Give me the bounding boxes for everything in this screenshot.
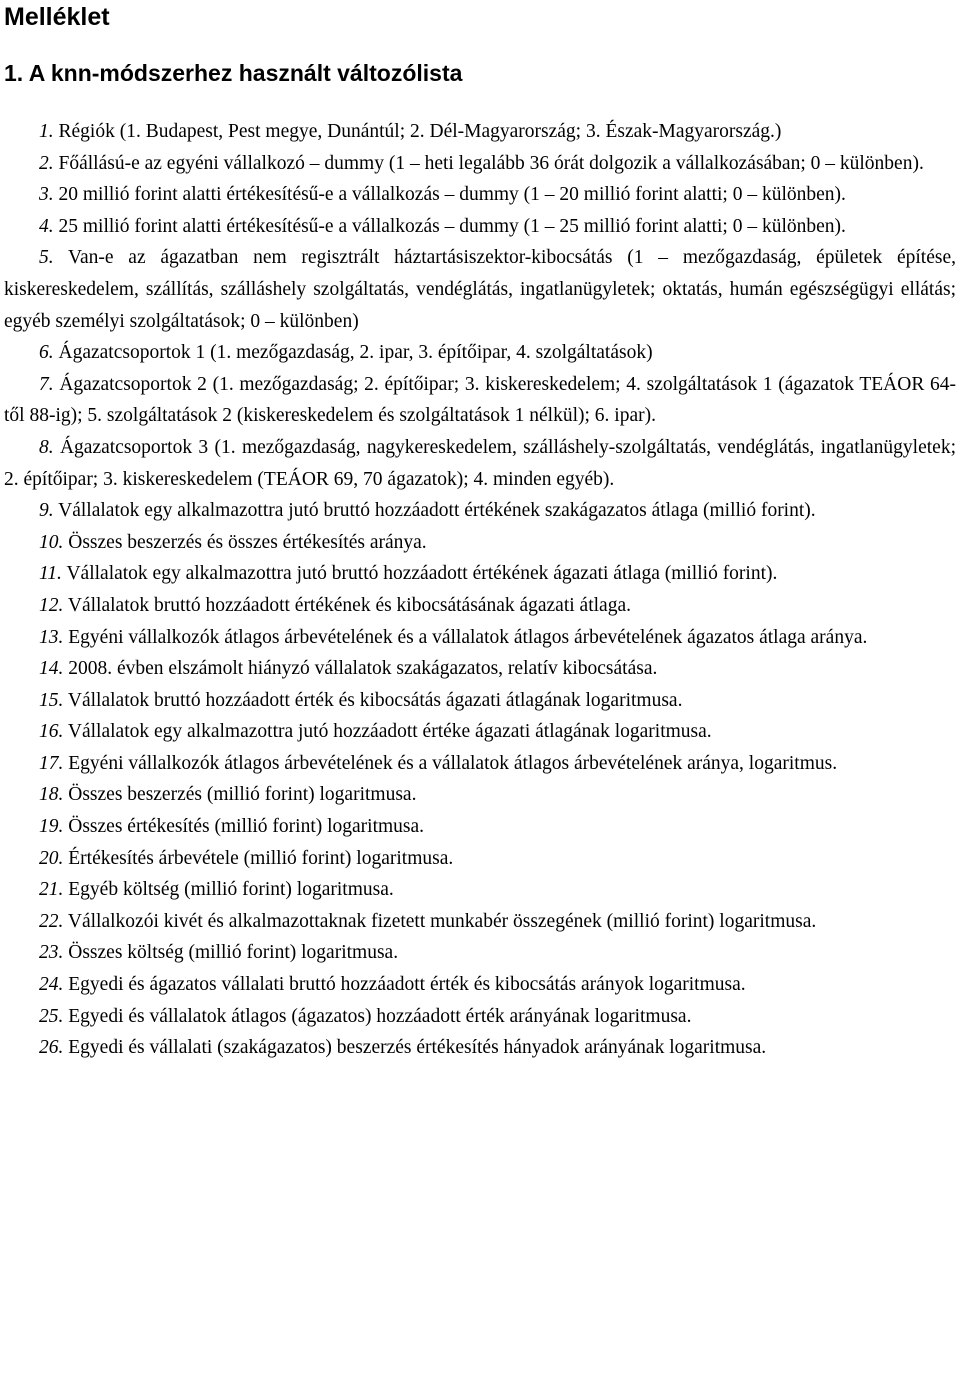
list-item — [4, 495, 956, 527]
list-item — [4, 148, 956, 180]
item-number: 3. — [39, 184, 54, 206]
list-item — [4, 779, 956, 811]
item-text: Vállalatok egy alkalmazottra jutó bruttó hozzáadott értékének ágazati átlaga (millió forint). — [66, 563, 778, 585]
list-item — [4, 242, 956, 337]
item-text: 20 millió forint alatti értékesítésű-e a vállalkozás – dummy (1 – 20 millió forint alatti; 0 – különben). — [58, 184, 846, 206]
list-item — [4, 1032, 956, 1064]
item-number: 23. — [39, 942, 64, 964]
item-text: Ágazatcsoportok 3 (1. mezőgazdaság, nagykereskedelem, szálláshely-szolgáltatás, vendéglátás, ingatlanügyletek; 2. építőipar; 3. kiskereskedelem (TEÁOR 69, 70 ágazatok); 4. minden egyéb). — [4, 436, 956, 490]
list-item — [4, 716, 956, 748]
item-text: Összes értékesítés (millió forint) logaritmusa. — [68, 816, 425, 838]
list-item — [4, 811, 956, 843]
item-number: 19. — [39, 816, 64, 838]
item-number: 7. — [39, 373, 54, 395]
list-item — [4, 1001, 956, 1033]
list-item — [4, 874, 956, 906]
item-number: 1. — [39, 121, 54, 142]
list-item — [4, 906, 956, 938]
item-number: 4. — [39, 215, 54, 237]
item-text: Ágazatcsoportok 2 (1. mezőgazdaság; 2. építőipar; 3. kiskereskedelem; 4. szolgáltatások 1 (ágazatok TEÁOR 64-től 88-ig); 5. szolgáltatások 2 (kiskereskedelem és szolgáltatások 1 nélkül); 6. ipar). — [4, 373, 957, 427]
item-text: Összes költség (millió forint) logaritmusa. — [68, 942, 399, 964]
item-text: Vállalkozói kivét és alkalmazottaknak fizetett munkabér összegének (millió forint) logaritmusa. — [67, 910, 817, 932]
section-heading: 1. A knn-módszerhez használt változólista — [4, 60, 463, 86]
list-item — [4, 937, 956, 969]
list-item — [4, 558, 956, 590]
item-text: Vállalatok bruttó hozzáadott érték és kibocsátás ágazati átlagának logaritmusa. — [67, 689, 683, 711]
item-number: 24. — [39, 974, 64, 996]
item-number: 2. — [39, 152, 54, 174]
item-number: 12. — [39, 594, 64, 616]
item-number: 10. — [39, 531, 64, 553]
item-number: 17. — [39, 752, 64, 774]
item-text: Ágazatcsoportok 1 (1. mezőgazdaság, 2. ipar, 3. építőipar, 4. szolgáltatások) — [58, 342, 653, 364]
item-text: Egyedi és vállalati (szakágazatos) beszerzés értékesítés hányadok arányának logaritmusa. — [68, 1037, 767, 1059]
item-text: Egyéb költség (millió forint) logaritmusa. — [68, 879, 394, 901]
list-item — [4, 653, 956, 685]
list-item — [4, 211, 956, 243]
item-number: 20. — [39, 847, 64, 869]
list-item — [4, 116, 956, 148]
item-text: 2008. évben elszámolt hiányzó vállalatok szakágazatos, relatív kibocsátása. — [68, 658, 658, 680]
page-title: Melléklet — [4, 3, 110, 31]
item-number: 16. — [39, 721, 64, 743]
list-item — [4, 179, 956, 211]
item-text: Vállalatok bruttó hozzáadott értékének és kibocsátásának ágazati átlaga. — [67, 594, 631, 616]
item-text: Egyedi és ágazatos vállalati bruttó hozzáadott érték és kibocsátás arányok logaritmusa. — [68, 974, 746, 996]
item-text: 25 millió forint alatti értékesítésű-e a vállalkozás – dummy (1 – 25 millió forint alatti; 0 – különben). — [58, 215, 846, 237]
item-text: Vállalatok egy alkalmazottra jutó hozzáadott értéke ágazati átlagának logaritmusa. — [67, 721, 712, 743]
item-number: 6. — [39, 342, 54, 364]
item-text: Egyéni vállalkozók átlagos árbevételének és a vállalatok átlagos árbevételének ágazatos átlaga aránya. — [68, 626, 868, 648]
item-number: 8. — [39, 436, 54, 458]
item-text: Egyéni vállalkozók átlagos árbevételének és a vállalatok átlagos árbevételének aránya, logaritmus. — [68, 752, 838, 774]
list-item — [4, 337, 956, 369]
item-text: Egyedi és vállalatok átlagos (ágazatos) hozzáadott érték arányának logaritmusa. — [68, 1005, 692, 1027]
list-item — [4, 622, 956, 654]
item-number: 14. — [39, 658, 64, 680]
item-number: 25. — [39, 1005, 64, 1027]
item-text: Összes beszerzés és összes értékesítés aránya. — [68, 531, 427, 553]
item-number: 26. — [39, 1037, 64, 1059]
item-text: Van-e az ágazatban nem regisztrált háztartásiszektor-kibocsátás (1 – mezőgazdaság, épületek építése, kiskereskedelem, szállítás, szálláshely szolgáltatás, vendéglátás, ingatlanügyletek; oktatás, humán egészségügyi ellátás; egyéb személyi szolgáltatások; 0 – különben) — [4, 247, 956, 332]
item-number: 15. — [39, 689, 64, 711]
list-item — [4, 748, 956, 780]
item-number: 9. — [39, 500, 54, 522]
item-text: Főállású-e az egyéni vállalkozó – dummy (1 – heti legalább 36 órát dolgozik a vállalkozásában; 0 – különben). — [58, 152, 924, 174]
list-item — [4, 527, 956, 559]
item-text: Értékesítés árbevétele (millió forint) logaritmusa. — [68, 847, 454, 869]
list-item — [4, 432, 956, 495]
item-number: 22. — [39, 910, 64, 932]
item-number: 13. — [39, 626, 64, 648]
item-text: Régiók (1. Budapest, Pest megye, Dunántúl; 2. Dél-Magyarország; 3. Észak-Magyarország.) — [58, 121, 782, 142]
list-item — [4, 369, 956, 432]
list-item — [4, 590, 956, 622]
item-number: 21. — [39, 879, 64, 901]
item-number: 18. — [39, 784, 64, 806]
item-number: 5. — [39, 247, 54, 269]
item-text: Összes beszerzés (millió forint) logaritmusa. — [68, 784, 417, 806]
variable-list — [4, 116, 956, 1064]
item-text: Vállalatok egy alkalmazottra jutó bruttó hozzáadott értékének szakágazatos átlaga (millió forint). — [58, 500, 816, 522]
item-number: 11. — [39, 563, 62, 585]
list-item — [4, 969, 956, 1001]
list-item — [4, 685, 956, 717]
list-item — [4, 843, 956, 875]
